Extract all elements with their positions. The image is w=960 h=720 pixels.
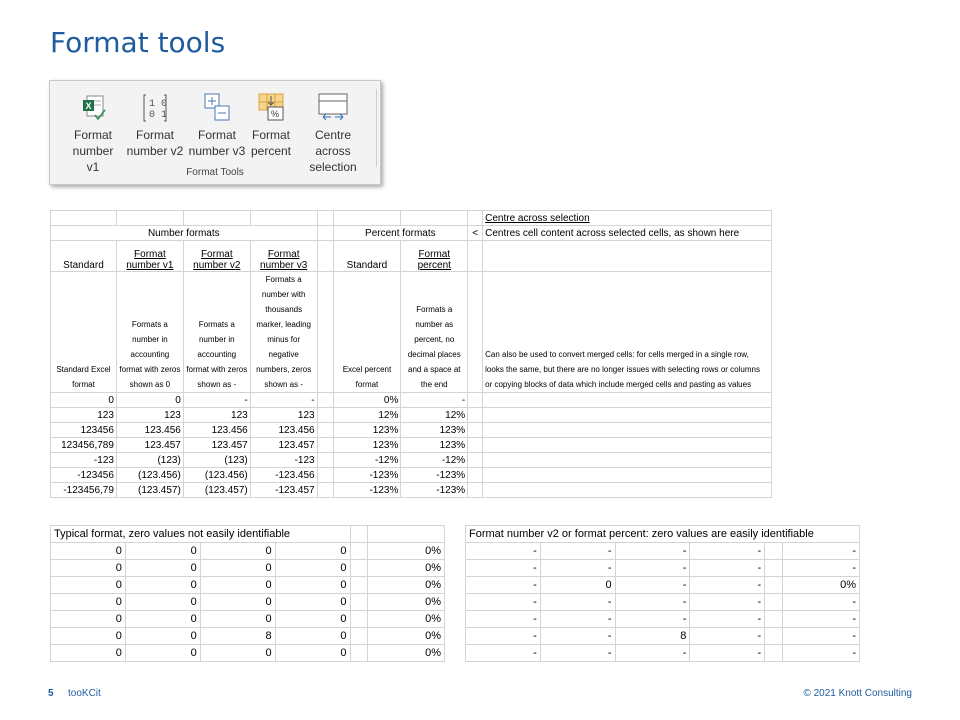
- table-cell: 123: [250, 408, 317, 423]
- desc-format-number-v2: Formats a number in accounting format with zeros shown as -: [183, 272, 250, 393]
- table-row: [51, 483, 772, 498]
- table-cell: 0: [51, 594, 126, 611]
- centre-across-title: Centre across selection: [483, 211, 772, 226]
- copyright: © 2021 Knott Consulting: [803, 688, 912, 699]
- table-cell: -: [466, 543, 541, 560]
- table-cell: -: [540, 611, 615, 628]
- table-cell: -: [615, 611, 690, 628]
- table-row: [466, 560, 860, 577]
- table-cell: 0: [200, 543, 275, 560]
- table-cell: 0: [125, 628, 200, 645]
- table-row: [51, 577, 445, 594]
- table-cell: 0: [51, 611, 126, 628]
- page-title: Format tools: [50, 26, 226, 59]
- table-cell: -: [466, 645, 541, 662]
- desc-percent-standard: Excel percent format: [333, 272, 401, 393]
- excel-icon: [77, 91, 109, 123]
- percent-formats-heading: Percent formats: [333, 226, 468, 241]
- table-row: [466, 645, 860, 662]
- table-row: [466, 611, 860, 628]
- table-cell: 0: [540, 577, 615, 594]
- table-cell: 123.456: [250, 423, 317, 438]
- table-cell: -: [540, 560, 615, 577]
- table-row: [51, 628, 445, 645]
- table-cell: 0%: [368, 611, 445, 628]
- table-cell: -: [783, 611, 860, 628]
- header-standard: Standard: [51, 241, 117, 272]
- table-cell: 0%: [368, 645, 445, 662]
- format-number-v2-button[interactable]: 1 0 0 1 Format number v2: [126, 91, 184, 159]
- format-percent-button[interactable]: % Format percent: [248, 91, 294, 159]
- table-cell: -: [783, 628, 860, 645]
- table-cell: 0: [125, 577, 200, 594]
- table-cell: -: [783, 560, 860, 577]
- table-cell: 123.456: [116, 423, 183, 438]
- plus-minus-icon: [201, 91, 233, 123]
- table-cell: (123.457): [116, 483, 183, 498]
- table-cell: 0%: [368, 628, 445, 645]
- table-cell: -: [690, 628, 765, 645]
- format-number-v3-button[interactable]: Format number v3: [188, 91, 246, 159]
- table-cell: -: [466, 611, 541, 628]
- table-row: [51, 560, 445, 577]
- typical-format-title: Typical format, zero values not easily identifiable: [51, 526, 351, 543]
- table-cell: 0: [275, 645, 350, 662]
- table-cell: 123%: [333, 423, 401, 438]
- table-cell: -123456,79: [51, 483, 117, 498]
- table-cell: -123%: [333, 468, 401, 483]
- table-cell: -: [540, 645, 615, 662]
- table-cell: -: [615, 560, 690, 577]
- table-cell: 123%: [401, 423, 468, 438]
- table-cell: (123.456): [116, 468, 183, 483]
- desc-format-number-v3: Formats a number with thousands marker, leading minus for negative numbers, zeros shown as -: [250, 272, 317, 393]
- table-cell: -123: [51, 453, 117, 468]
- table-cell: 0: [275, 594, 350, 611]
- percent-icon: [255, 91, 287, 123]
- svg-text:X: X: [85, 101, 92, 111]
- desc-merged-cells: Can also be used to convert merged cells: for cells merged in a single row, looks the same, but there are no longer issues with selecting rows or columns or copying blocks of data which include merged cells and pasting as values: [483, 272, 772, 393]
- binary-icon: [139, 91, 171, 123]
- table-cell: 0: [275, 560, 350, 577]
- desc-standard: Standard Excel format: [51, 272, 117, 393]
- number-formats-heading: Number formats: [51, 226, 318, 241]
- table-cell: 0%: [368, 577, 445, 594]
- centre-across-icon: [317, 91, 349, 123]
- table-cell: -: [615, 594, 690, 611]
- table-row: [466, 577, 860, 594]
- table-cell: 123.457: [183, 438, 250, 453]
- desc-format-number-v1: Formats a number in accounting format with zeros shown as 0: [116, 272, 183, 393]
- table-row: [51, 468, 772, 483]
- table-row: [51, 611, 445, 628]
- desc-format-percent: Formats a number as percent, no decimal places and a space at the end: [401, 272, 468, 393]
- page-number: 5: [48, 688, 54, 699]
- table-cell: 123456,789: [51, 438, 117, 453]
- table-cell: 0: [51, 645, 126, 662]
- svg-text:%: %: [271, 109, 280, 119]
- table-cell: -: [466, 594, 541, 611]
- table-cell: -: [690, 645, 765, 662]
- table-cell: -: [690, 560, 765, 577]
- table-cell: 123.456: [183, 423, 250, 438]
- table-cell: -: [783, 594, 860, 611]
- table-cell: 0: [51, 577, 126, 594]
- table-cell: -: [615, 577, 690, 594]
- table-cell: -: [540, 594, 615, 611]
- table-row: [466, 628, 860, 645]
- table-cell: 123: [51, 408, 117, 423]
- table-cell: 123456: [51, 423, 117, 438]
- centre-across-selection-button[interactable]: Centre across selection: [296, 91, 370, 175]
- format-examples-table: [50, 210, 772, 498]
- table-cell: 123%: [401, 438, 468, 453]
- header-format-number-v1: Format number v1: [116, 241, 183, 272]
- table-cell: -: [615, 645, 690, 662]
- table-cell: 0: [275, 611, 350, 628]
- table-cell: -123%: [333, 483, 401, 498]
- table-cell: 0: [51, 543, 126, 560]
- table-cell: -: [615, 543, 690, 560]
- table-row: [51, 453, 772, 468]
- table-cell: -: [466, 628, 541, 645]
- table-cell: 0: [125, 645, 200, 662]
- table-cell: -: [690, 577, 765, 594]
- table-cell: 0%: [368, 543, 445, 560]
- table-cell: -123: [250, 453, 317, 468]
- table-cell: 123.457: [116, 438, 183, 453]
- table-cell: 0: [200, 611, 275, 628]
- table-cell: 0: [275, 543, 350, 560]
- centre-across-description: Centres cell content across selected cells, as shown here: [483, 226, 772, 241]
- table-cell: -: [783, 645, 860, 662]
- table-cell: 123.457: [250, 438, 317, 453]
- table-cell: 0: [116, 393, 183, 408]
- table-row: [51, 408, 772, 423]
- table-cell: 0%: [783, 577, 860, 594]
- typical-format-table: [50, 525, 445, 662]
- table-cell: 0: [275, 577, 350, 594]
- table-cell: 8: [615, 628, 690, 645]
- table-row: [51, 423, 772, 438]
- table-cell: 0: [200, 560, 275, 577]
- table-cell: (123.456): [183, 468, 250, 483]
- table-cell: -123.456: [250, 468, 317, 483]
- table-cell: 0: [125, 611, 200, 628]
- table-cell: 0%: [368, 594, 445, 611]
- header-format-percent: Format percent: [401, 241, 468, 272]
- table-cell: -12%: [401, 453, 468, 468]
- table-cell: 123%: [333, 438, 401, 453]
- table-row: [51, 438, 772, 453]
- table-cell: 123: [183, 408, 250, 423]
- table-cell: 8: [200, 628, 275, 645]
- table-cell: -123%: [401, 483, 468, 498]
- table-cell: -: [690, 594, 765, 611]
- table-cell: -: [690, 611, 765, 628]
- table-cell: -12%: [333, 453, 401, 468]
- table-cell: 12%: [333, 408, 401, 423]
- table-cell: -: [466, 560, 541, 577]
- table-cell: (123): [183, 453, 250, 468]
- table-cell: 0: [200, 645, 275, 662]
- ribbon-group-label: Format Tools: [186, 167, 244, 178]
- table-row: [51, 543, 445, 560]
- table-cell: 12%: [401, 408, 468, 423]
- table-cell: 0: [125, 560, 200, 577]
- header-percent-standard: Standard: [333, 241, 401, 272]
- table-cell: -: [401, 393, 468, 408]
- table-cell: (123): [116, 453, 183, 468]
- table-row: [466, 543, 860, 560]
- brand-label: tooKCit: [68, 688, 101, 699]
- table-cell: -123456: [51, 468, 117, 483]
- table-cell: 0: [125, 543, 200, 560]
- header-format-number-v2: Format number v2: [183, 241, 250, 272]
- table-cell: -: [783, 543, 860, 560]
- table-cell: 123: [116, 408, 183, 423]
- table-cell: 0: [125, 594, 200, 611]
- format-v2-table: [465, 525, 860, 662]
- table-cell: 0: [51, 628, 126, 645]
- table-row: [51, 594, 445, 611]
- table-cell: -: [466, 577, 541, 594]
- table-cell: 0%: [368, 560, 445, 577]
- svg-text:1 0: 1 0: [149, 99, 168, 110]
- table-cell: -: [540, 628, 615, 645]
- header-format-number-v3: Format number v3: [250, 241, 317, 272]
- format-v2-title: Format number v2 or format percent: zero values are easily identifiable: [466, 526, 860, 543]
- ribbon-separator: [376, 89, 377, 167]
- table-cell: 0: [275, 628, 350, 645]
- table-cell: 0: [51, 560, 126, 577]
- less-than-marker: <: [468, 226, 483, 241]
- table-cell: 0%: [333, 393, 401, 408]
- format-tools-ribbon-group: [49, 80, 381, 185]
- table-cell: -: [250, 393, 317, 408]
- table-cell: -: [690, 543, 765, 560]
- table-cell: -123%: [401, 468, 468, 483]
- table-cell: -123.457: [250, 483, 317, 498]
- table-cell: (123.457): [183, 483, 250, 498]
- table-cell: 0: [200, 577, 275, 594]
- table-cell: -: [183, 393, 250, 408]
- table-cell: 0: [51, 393, 117, 408]
- svg-text:0 1: 0 1: [149, 110, 168, 121]
- table-row: [51, 645, 445, 662]
- table-cell: -: [540, 543, 615, 560]
- table-row: [51, 393, 772, 408]
- format-number-v1-button[interactable]: X Format number v1: [68, 91, 118, 175]
- table-cell: 0: [200, 594, 275, 611]
- table-row: [466, 594, 860, 611]
